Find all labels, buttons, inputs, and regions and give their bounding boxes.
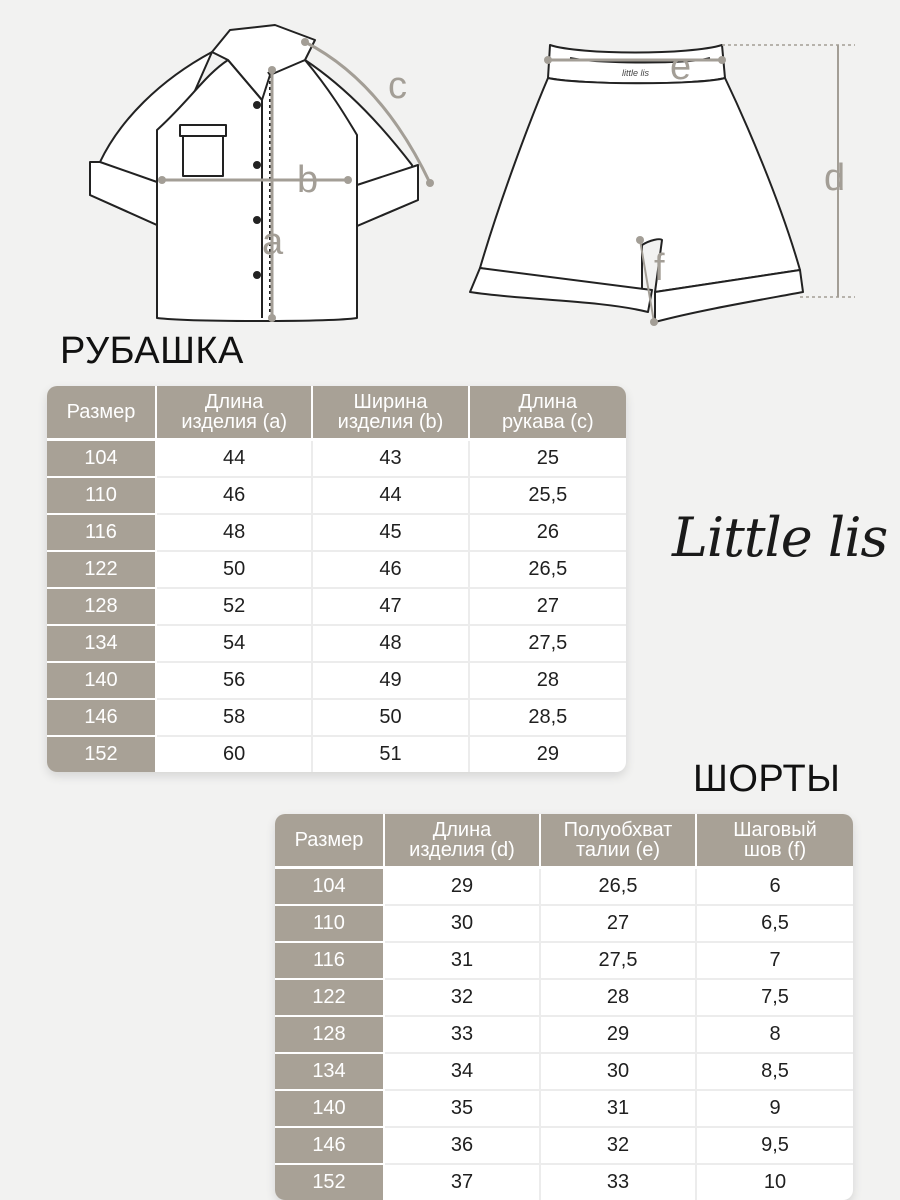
size-cell: 122 [47, 552, 157, 589]
size-cell: 140 [275, 1091, 385, 1128]
measurement-cell: 32 [385, 980, 541, 1017]
measurement-cell: 47 [313, 589, 469, 626]
measurement-cell: 51 [313, 737, 469, 772]
table-row [47, 441, 626, 478]
measurement-cell: 9 [697, 1091, 853, 1128]
table-row [275, 1091, 853, 1128]
measurement-cell: 25,5 [470, 478, 626, 515]
table-row [275, 1165, 853, 1200]
measurement-cell: 31 [541, 1091, 697, 1128]
size-cell: 128 [47, 589, 157, 626]
size-cell: 116 [47, 515, 157, 552]
measure-label-f: f [654, 247, 665, 289]
shirt-size-table [47, 386, 626, 772]
measurement-cell: 26,5 [541, 869, 697, 906]
shorts-table-body [275, 869, 853, 1200]
table-row [47, 552, 626, 589]
size-cell: 134 [275, 1054, 385, 1091]
measurement-cell: 27 [470, 589, 626, 626]
measurement-cell: 45 [313, 515, 469, 552]
table-row [275, 869, 853, 906]
size-cell: 122 [275, 980, 385, 1017]
measurement-cell: 50 [313, 700, 469, 737]
header-length: Длина изделия (d) [385, 814, 541, 869]
header-sleeve: Длина рукава (c) [470, 386, 626, 441]
measurement-cell: 28,5 [470, 700, 626, 737]
header-length: Длина изделия (a) [157, 386, 313, 441]
shirt-table-body [47, 441, 626, 772]
measurement-cell: 28 [541, 980, 697, 1017]
measure-label-d: d [824, 157, 846, 199]
measurement-cell: 48 [313, 626, 469, 663]
size-cell: 104 [275, 869, 385, 906]
table-row [275, 1017, 853, 1054]
header-size: Размер [275, 814, 385, 869]
table-row [47, 478, 626, 515]
measure-label-e: e [670, 46, 692, 88]
table-row [275, 906, 853, 943]
table-row [275, 1054, 853, 1091]
shirt-title: РУБАШКА [60, 330, 244, 372]
measurement-cell: 6 [697, 869, 853, 906]
size-cell: 146 [47, 700, 157, 737]
measurement-cell: 7,5 [697, 980, 853, 1017]
measurement-cell: 54 [157, 626, 313, 663]
measurement-cell: 8,5 [697, 1054, 853, 1091]
measurement-cell: 9,5 [697, 1128, 853, 1165]
header-width: Ширина изделия (b) [313, 386, 469, 441]
measurement-cell: 50 [157, 552, 313, 589]
measurement-cell: 37 [385, 1165, 541, 1200]
measurement-cell: 8 [697, 1017, 853, 1054]
measurement-cell: 36 [385, 1128, 541, 1165]
table-header-row [47, 386, 626, 441]
table-row [47, 700, 626, 737]
size-cell: 146 [275, 1128, 385, 1165]
measurement-cell: 30 [541, 1054, 697, 1091]
measurement-cell: 44 [157, 441, 313, 478]
measurement-cell: 48 [157, 515, 313, 552]
garment-measurement-diagram [0, 0, 900, 340]
measurement-cell: 26 [470, 515, 626, 552]
measurement-cell: 27,5 [470, 626, 626, 663]
size-cell: 110 [47, 478, 157, 515]
measurement-cell: 27 [541, 906, 697, 943]
size-cell: 116 [275, 943, 385, 980]
size-cell: 140 [47, 663, 157, 700]
measurement-cell: 33 [385, 1017, 541, 1054]
waistband-tag: little lis [622, 68, 650, 78]
measurement-cell: 6,5 [697, 906, 853, 943]
measurement-cell: 32 [541, 1128, 697, 1165]
table-row [47, 626, 626, 663]
measurement-cell: 7 [697, 943, 853, 980]
measurement-cell: 31 [385, 943, 541, 980]
measure-label-a: a [262, 221, 284, 263]
table-header-row [275, 814, 853, 869]
measurement-cell: 44 [313, 478, 469, 515]
measurement-cell: 28 [470, 663, 626, 700]
measurement-cell: 34 [385, 1054, 541, 1091]
size-cell: 110 [275, 906, 385, 943]
measure-label-c: c [388, 65, 407, 107]
measurement-cell: 33 [541, 1165, 697, 1200]
table-row [47, 589, 626, 626]
table-row [275, 1128, 853, 1165]
table-row [47, 663, 626, 700]
measurement-cell: 60 [157, 737, 313, 772]
measurement-cell: 30 [385, 906, 541, 943]
size-cell: 128 [275, 1017, 385, 1054]
measurement-cell: 29 [541, 1017, 697, 1054]
measurement-cell: 26,5 [470, 552, 626, 589]
size-cell: 104 [47, 441, 157, 478]
measure-label-b: b [297, 159, 319, 201]
brand-logo: Little lis [672, 506, 888, 569]
shorts-title: ШОРТЫ [693, 758, 841, 800]
measurement-cell: 46 [313, 552, 469, 589]
table-row [47, 515, 626, 552]
measurement-cell: 49 [313, 663, 469, 700]
size-cell: 134 [47, 626, 157, 663]
size-cell: 152 [275, 1165, 385, 1200]
measurement-cell: 52 [157, 589, 313, 626]
measurement-cell: 35 [385, 1091, 541, 1128]
shorts-size-table [275, 814, 853, 1200]
measurement-cell: 10 [763, 1171, 787, 1193]
measurement-cell: 43 [313, 441, 469, 478]
table-row [275, 943, 853, 980]
table-row [47, 737, 626, 772]
measurement-cell: 46 [157, 478, 313, 515]
measurement-cell: 56 [157, 663, 313, 700]
measurement-cell: 58 [157, 700, 313, 737]
table-row [275, 980, 853, 1017]
shorts-illustration [470, 45, 803, 322]
header-waist: Полуобхват талии (е) [541, 814, 697, 869]
measurement-cell: 25 [470, 441, 626, 478]
header-size: Размер [47, 386, 157, 441]
measurement-cell: 29 [536, 743, 559, 765]
measurement-cell: 29 [385, 869, 541, 906]
header-inseam: Шаговый шов (f) [697, 814, 853, 869]
size-cell: 152 [47, 737, 157, 772]
measurement-cell: 27,5 [541, 943, 697, 980]
